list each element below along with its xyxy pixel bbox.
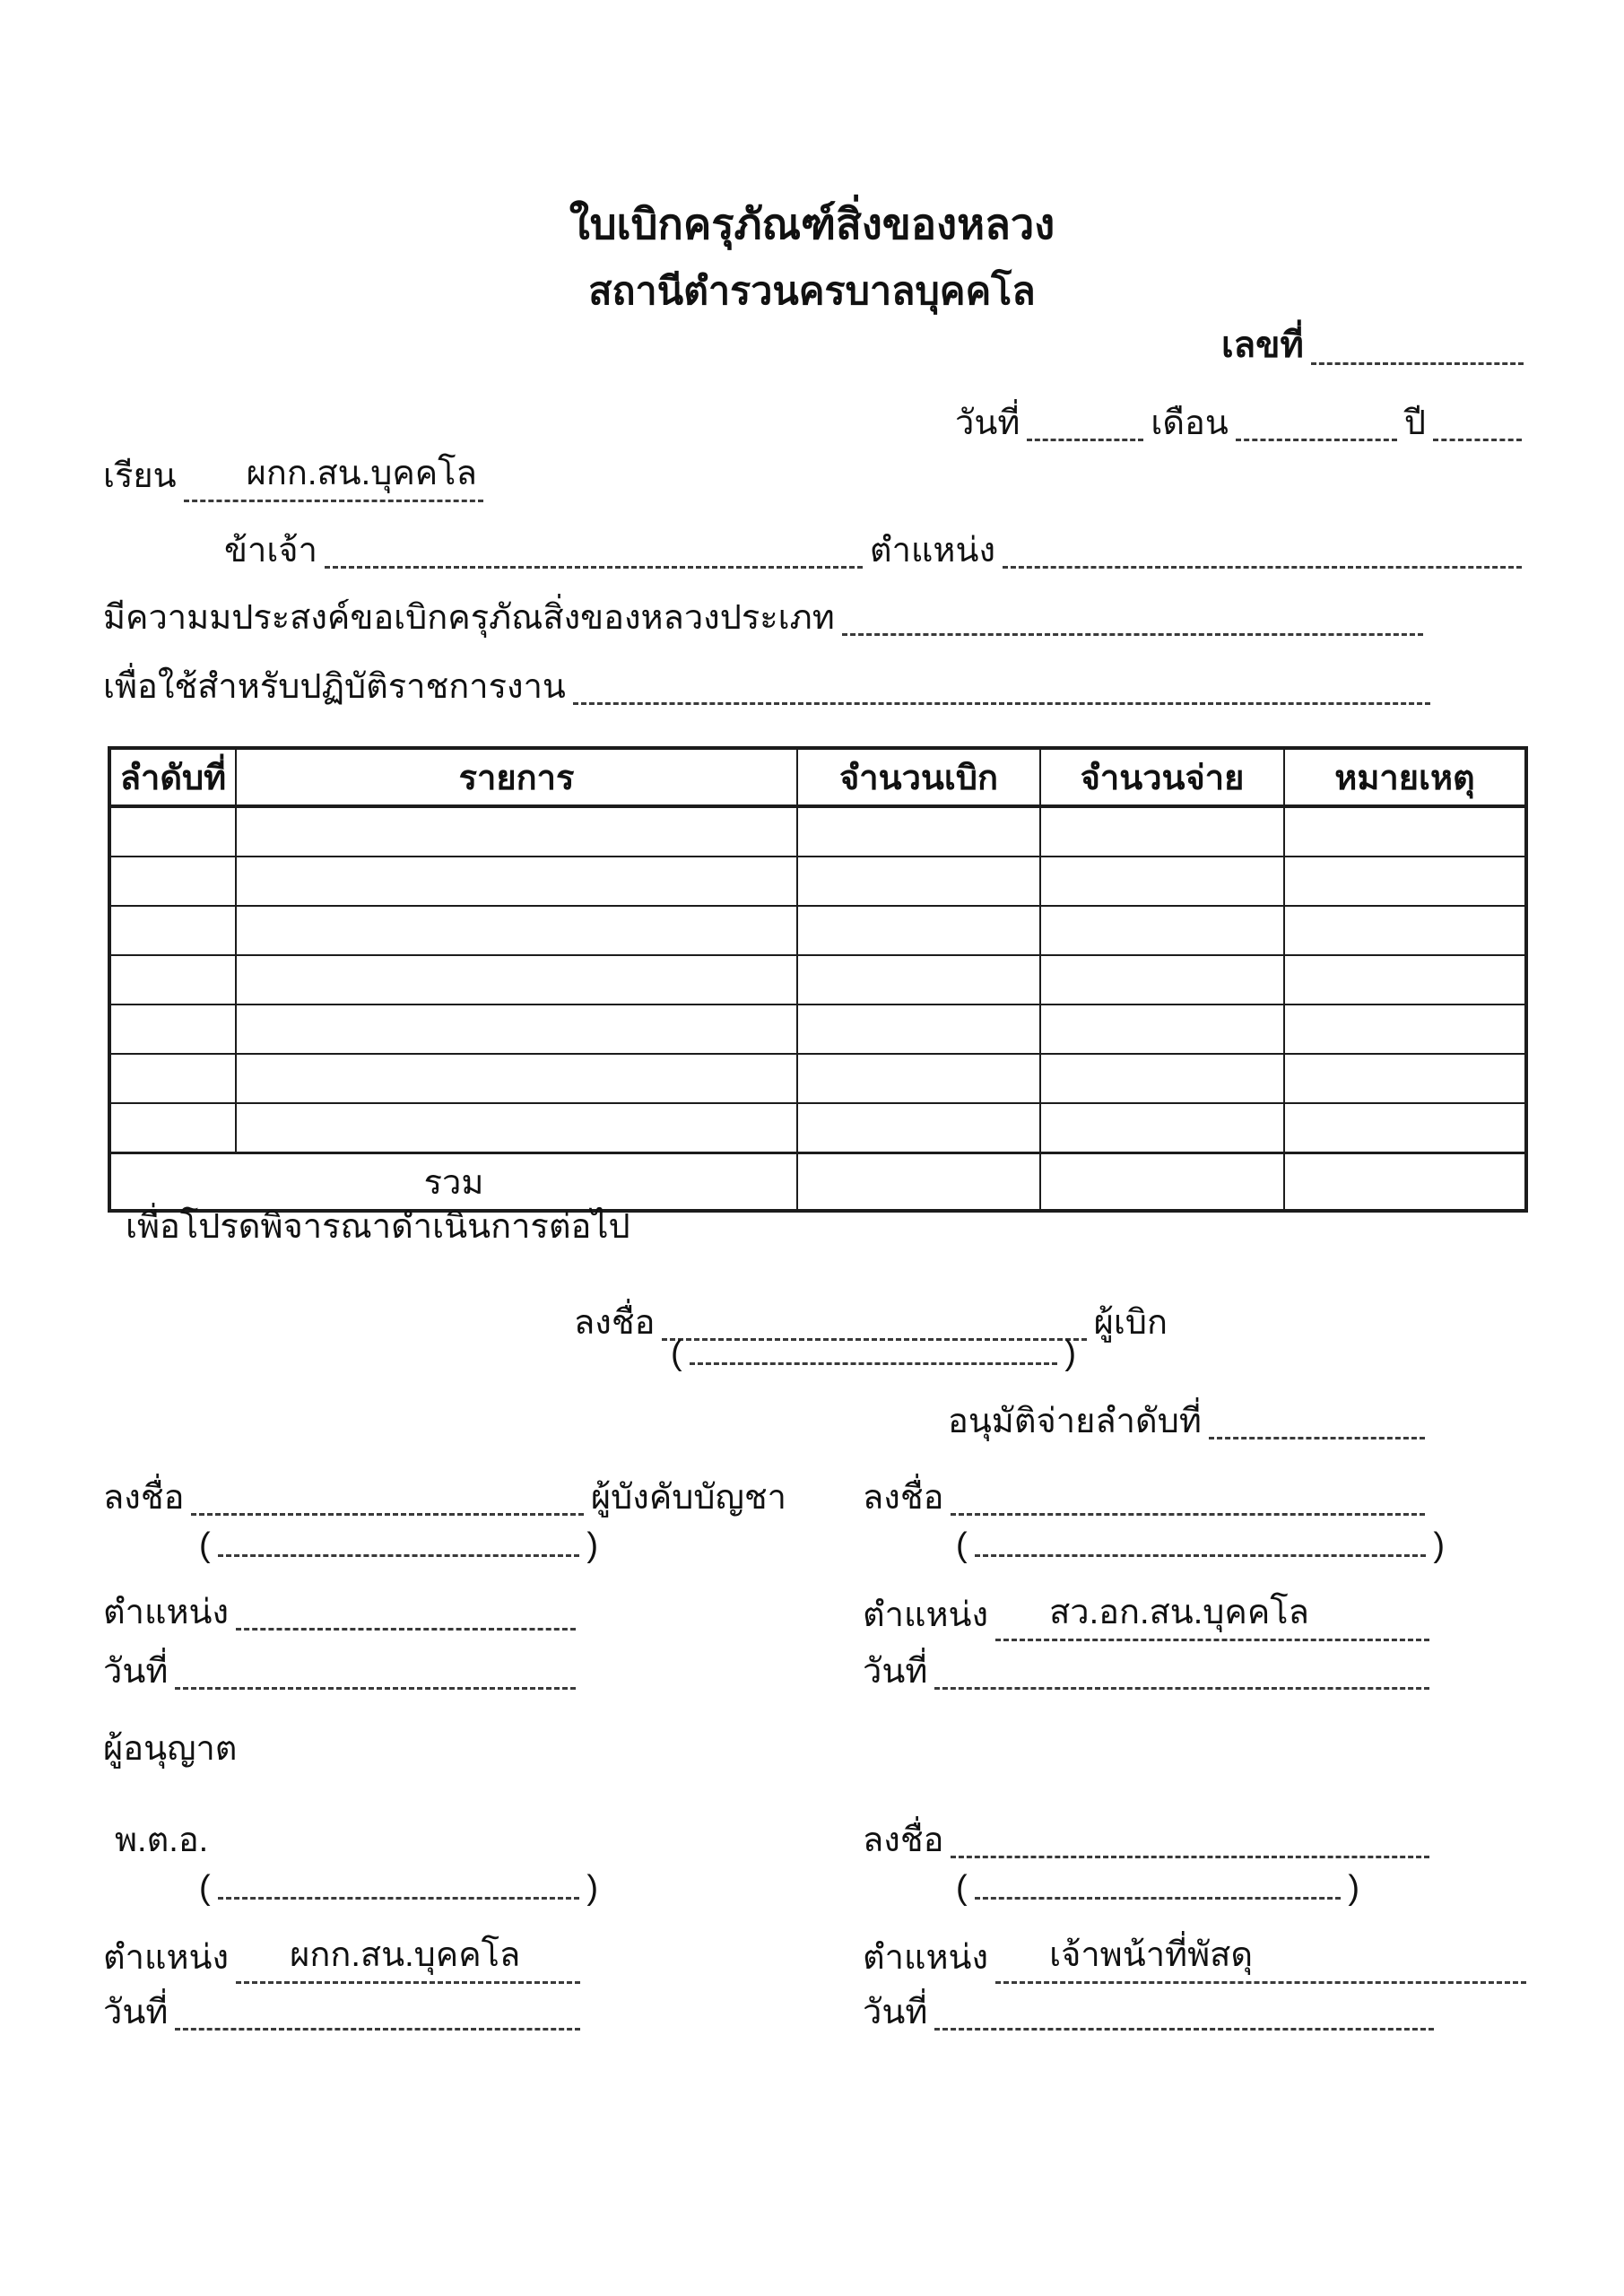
station-name: สถานีตำรวนครบาลบุคคโล bbox=[588, 270, 1036, 313]
table-cell bbox=[236, 1004, 797, 1054]
month-blank bbox=[1236, 439, 1397, 441]
day-blank bbox=[1027, 439, 1143, 441]
table-cell bbox=[1040, 906, 1284, 955]
approver-date-line bbox=[863, 1643, 1437, 1698]
table-cell bbox=[109, 1054, 236, 1103]
applicant-name-blank bbox=[325, 566, 863, 569]
authorizer-heading-text: ผู้อนุญาต bbox=[103, 1730, 238, 1768]
approve-no-blank bbox=[1209, 1437, 1425, 1439]
table-cell bbox=[1040, 1103, 1284, 1153]
paren-open: ( bbox=[671, 1335, 682, 1372]
doc-number-blank bbox=[1311, 362, 1524, 365]
approver-sign-blank bbox=[951, 1513, 1425, 1516]
total-remarks-cell bbox=[1284, 1153, 1526, 1212]
table-cell bbox=[797, 857, 1040, 906]
officer-date-label: วันที่ bbox=[863, 1994, 928, 2031]
table-cell bbox=[236, 1054, 797, 1103]
purpose-blank bbox=[842, 633, 1423, 636]
officer-position-line bbox=[863, 1926, 1533, 1984]
table-cell bbox=[109, 806, 236, 857]
table-cell bbox=[236, 955, 797, 1004]
table-cell bbox=[797, 1054, 1040, 1103]
commander-sign-line bbox=[103, 1469, 786, 1524]
applicant-position-label: ตำแหน่ง bbox=[869, 532, 995, 570]
table-cell bbox=[109, 955, 236, 1004]
table-row bbox=[109, 806, 1526, 857]
authorizer-rank-line bbox=[115, 1812, 208, 1866]
commander-position-label: ตำแหน่ง bbox=[103, 1594, 230, 1631]
authorizer-heading bbox=[103, 1720, 237, 1775]
to-label: เรียน bbox=[103, 457, 177, 495]
table-cell bbox=[109, 1103, 236, 1153]
approver-date-blank bbox=[934, 1687, 1429, 1690]
day-label: วันที่ bbox=[955, 404, 1020, 442]
table-cell bbox=[1284, 955, 1526, 1004]
table-row bbox=[109, 955, 1526, 1004]
commander-name-paren-line bbox=[199, 1526, 598, 1565]
paren-open: ( bbox=[199, 1869, 211, 1907]
table-cell bbox=[797, 806, 1040, 857]
commander-sign-blank bbox=[191, 1513, 583, 1516]
table-cell bbox=[797, 906, 1040, 955]
commander-position-line bbox=[103, 1584, 583, 1639]
month-label: เดือน bbox=[1151, 404, 1229, 442]
total-label: รวม bbox=[109, 1153, 797, 1212]
consideration-text: เพื่อโปรดพิจารณาดำเนินการต่อไป bbox=[126, 1208, 630, 1246]
table-row bbox=[109, 906, 1526, 955]
authorizer-date-blank bbox=[175, 2028, 580, 2031]
table-cell bbox=[1040, 1004, 1284, 1054]
table-cell bbox=[1284, 1054, 1526, 1103]
table-cell bbox=[236, 857, 797, 906]
paren-open: ( bbox=[199, 1526, 211, 1564]
table-cell bbox=[1040, 1054, 1284, 1103]
officer-position-value: เจ้าพน้าที่พัสดุ bbox=[995, 1926, 1526, 1984]
table-row bbox=[109, 1004, 1526, 1054]
applicant-line bbox=[224, 522, 1529, 577]
officer-sign-label: ลงชื่อ bbox=[863, 1822, 944, 1859]
requester-sign-label: ลงชื่อ bbox=[574, 1304, 656, 1342]
table-cell bbox=[797, 1103, 1040, 1153]
table-cell bbox=[236, 1103, 797, 1153]
officer-position-label: ตำแหน่ง bbox=[863, 1939, 989, 1977]
officer-sign-blank bbox=[951, 1856, 1429, 1858]
officer-name-blank bbox=[975, 1897, 1342, 1900]
approve-no-label: อนุมัติจ่ายลำดับที่ bbox=[948, 1403, 1202, 1440]
officer-sign-line bbox=[863, 1812, 1437, 1866]
authorizer-date-label: วันที่ bbox=[103, 1994, 169, 2031]
table-cell bbox=[109, 1004, 236, 1054]
table-cell bbox=[1284, 1103, 1526, 1153]
to-value: ผกก.สน.บุคคโล bbox=[184, 445, 483, 502]
items-table-body bbox=[109, 806, 1526, 1153]
total-qty-requested-cell bbox=[797, 1153, 1040, 1212]
paren-open: ( bbox=[956, 1526, 968, 1564]
approver-position-line bbox=[863, 1584, 1437, 1641]
approver-sign-line bbox=[863, 1469, 1432, 1524]
approver-date-label: วันที่ bbox=[863, 1653, 928, 1691]
col-header-qty-requested: จำนวนเบิก bbox=[797, 748, 1040, 806]
header-row bbox=[109, 748, 1526, 806]
col-header-qty-issued: จำนวนจ่าย bbox=[1040, 748, 1284, 806]
date-line bbox=[955, 395, 1529, 449]
paren-open: ( bbox=[956, 1869, 968, 1907]
items-table bbox=[108, 746, 1528, 1213]
table-cell bbox=[797, 1004, 1040, 1054]
approver-sign-label: ลงชื่อ bbox=[863, 1479, 944, 1517]
approver-name-paren-line bbox=[956, 1526, 1445, 1565]
table-cell bbox=[1284, 1004, 1526, 1054]
year-blank bbox=[1433, 439, 1522, 441]
approve-no-line bbox=[948, 1393, 1432, 1448]
officer-date-blank bbox=[934, 2028, 1434, 2031]
commander-name-blank bbox=[218, 1554, 580, 1557]
table-cell bbox=[236, 806, 797, 857]
paren-close: ) bbox=[1433, 1526, 1445, 1564]
table-cell bbox=[109, 906, 236, 955]
commander-position-blank bbox=[236, 1628, 576, 1631]
table-cell bbox=[1040, 955, 1284, 1004]
doc-number-line bbox=[1221, 316, 1531, 373]
approver-name-blank bbox=[975, 1554, 1427, 1557]
authorizer-name-blank bbox=[218, 1897, 580, 1900]
usage-blank bbox=[573, 702, 1430, 705]
authorizer-name-paren-line bbox=[199, 1869, 598, 1908]
to-line bbox=[103, 445, 491, 502]
col-header-remarks: หมายเหตุ bbox=[1284, 748, 1526, 806]
table-cell bbox=[1284, 806, 1526, 857]
col-header-item: รายการ bbox=[236, 748, 797, 806]
approver-position-label: ตำแหน่ง bbox=[863, 1596, 989, 1634]
applicant-position-blank bbox=[1003, 566, 1522, 569]
approver-position-value: สว.อก.สน.บุคคโล bbox=[995, 1584, 1429, 1641]
usage-label: เพื่อใช้สำหรับปฏิบัติราชการงาน bbox=[103, 668, 566, 706]
total-qty-issued-cell bbox=[1040, 1153, 1284, 1212]
table-cell bbox=[1040, 806, 1284, 857]
table-row bbox=[109, 857, 1526, 906]
table-cell bbox=[1040, 857, 1284, 906]
paren-close: ) bbox=[586, 1869, 598, 1907]
authorizer-position-line bbox=[103, 1926, 587, 1984]
table-row bbox=[109, 1054, 1526, 1103]
table-row bbox=[109, 1103, 1526, 1153]
authorizer-position-label: ตำแหน่ง bbox=[103, 1939, 230, 1977]
requester-name-blank bbox=[690, 1362, 1058, 1365]
consideration-note bbox=[126, 1198, 630, 1253]
purpose-label: มีความมประสงค์ขอเบิกครุภัณสิ่งของหลวงประเภท bbox=[103, 599, 835, 637]
doc-number-label: เลขที่ bbox=[1221, 326, 1304, 365]
applicant-label: ข้าเจ้า bbox=[224, 532, 317, 570]
requester-name-paren-line bbox=[671, 1335, 1076, 1373]
table-cell bbox=[109, 857, 236, 906]
requester-role-label: ผู้เบิก bbox=[1093, 1304, 1168, 1342]
authorizer-date-line bbox=[103, 1984, 587, 2039]
commander-date-label: วันที่ bbox=[103, 1653, 169, 1691]
commander-role-label: ผู้บังคับบัญชา bbox=[590, 1479, 786, 1517]
paren-close: ) bbox=[1064, 1335, 1076, 1372]
commander-date-line bbox=[103, 1643, 583, 1698]
year-label: ปี bbox=[1403, 404, 1426, 442]
table-cell bbox=[1284, 857, 1526, 906]
paren-close: ) bbox=[586, 1526, 598, 1564]
officer-date-line bbox=[863, 1984, 1441, 2039]
authorizer-position-value: ผกก.สน.บุคคโล bbox=[236, 1926, 580, 1984]
commander-sign-label: ลงชื่อ bbox=[103, 1479, 185, 1517]
usage-line bbox=[103, 658, 1437, 713]
table-cell bbox=[236, 906, 797, 955]
authorizer-rank: พ.ต.อ. bbox=[115, 1822, 209, 1859]
items-table-header bbox=[109, 748, 1526, 806]
paren-close: ) bbox=[1348, 1869, 1359, 1907]
purpose-line bbox=[103, 589, 1430, 644]
commander-date-blank bbox=[175, 1687, 576, 1690]
table-cell bbox=[797, 955, 1040, 1004]
form-title: ใบเบิกครุภัณฑ์สิ่งของหลวง bbox=[569, 200, 1055, 248]
table-cell bbox=[1284, 906, 1526, 955]
officer-name-paren-line bbox=[956, 1869, 1359, 1908]
col-header-index: ลำดับที่ bbox=[109, 748, 236, 806]
